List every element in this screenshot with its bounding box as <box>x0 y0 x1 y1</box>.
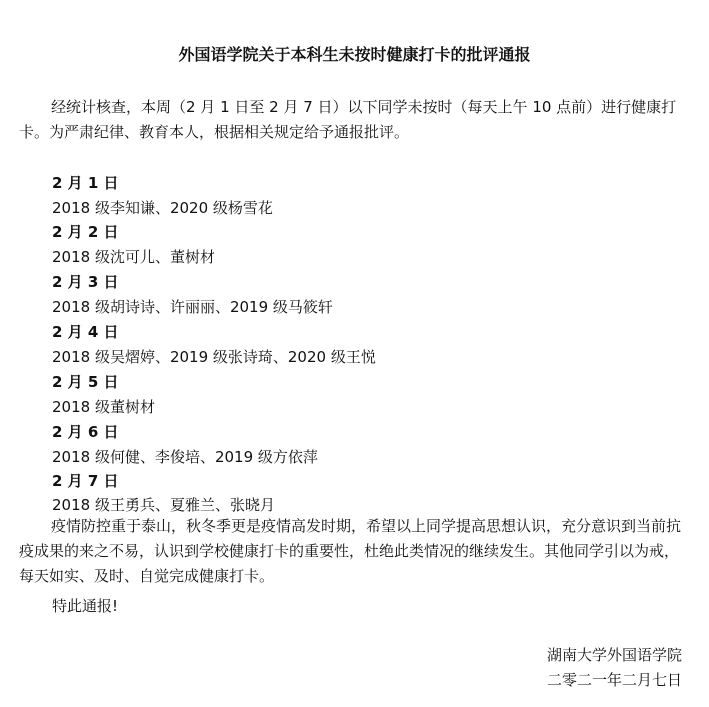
entry-date: 2 月 5 日 <box>52 373 119 391</box>
entry-date: 2 月 3 日 <box>52 273 119 291</box>
entry-names: 2018 级胡诗诗、许丽丽、2019 级马筱轩 <box>52 298 333 316</box>
closing-paragraph: 疫情防控重于泰山，秋冬季更是疫情高发时期，希望以上同学提高思想认识，充分意识到当前抗疫成果的来之不易，认识到学校健康打卡的重要性，杜绝此类情况的继续发生。其他同学引以为戒，每天如实、及时、自觉完成健康打卡。 <box>19 517 682 585</box>
entry-names: 2018 级董树材 <box>52 398 155 416</box>
entry-names: 2018 级李知谦、2020 级杨雪花 <box>52 199 273 217</box>
entry-date: 2 月 7 日 <box>52 472 119 490</box>
entry-names: 2018 级王勇兵、夏雅兰、张晓月 <box>52 496 275 514</box>
entry-date: 2 月 2 日 <box>52 223 119 241</box>
signature-org: 湖南大学外国语学院 <box>546 646 682 664</box>
entry-date: 2 月 4 日 <box>52 323 119 341</box>
entry-names: 2018 级沈可儿、董树材 <box>52 248 215 266</box>
intro-paragraph: 经统计核查，本周（2 月 1 日至 2 月 7 日）以下同学未按时（每天上午 10 点前）进行健康打卡。为严肃纪律、教育本人，根据相关规定给予通报批评。 <box>19 98 677 141</box>
entry-date: 2 月 1 日 <box>52 174 119 192</box>
document-title: 外国语学院关于本科生未按时健康打卡的批评通报 <box>178 45 531 64</box>
entry-date: 2 月 6 日 <box>52 423 119 441</box>
final-note: 特此通报! <box>52 597 119 615</box>
entry-names: 2018 级吴熠婷、2019 级张诗琦、2020 级王悦 <box>52 348 376 366</box>
signature-date: 二零二一年二月七日 <box>546 671 682 689</box>
entry-names: 2018 级何健、李俊培、2019 级方依萍 <box>52 448 318 466</box>
